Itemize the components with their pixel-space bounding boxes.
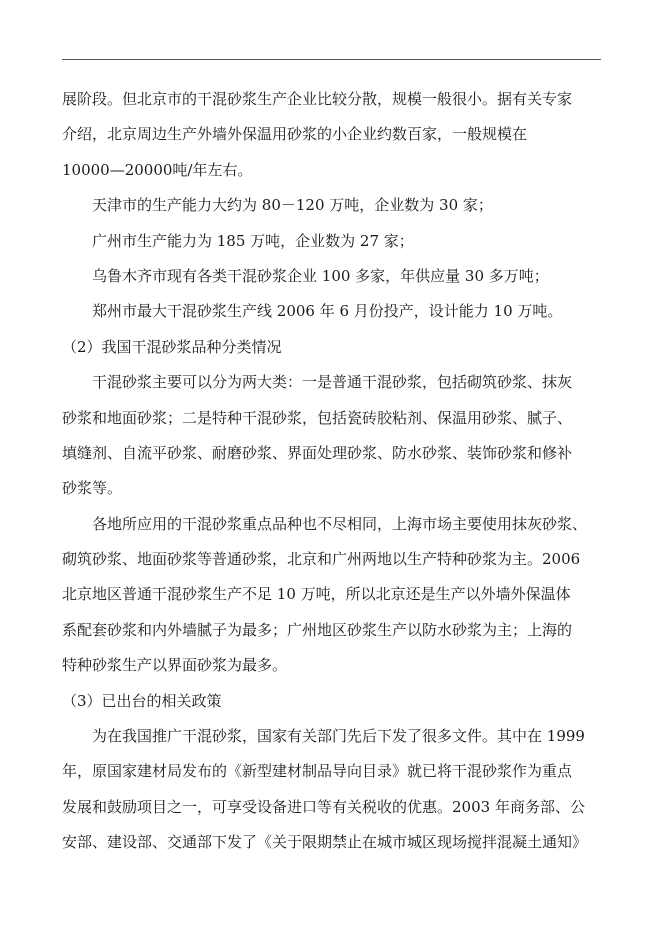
text-line: 广州市生产能力为 185 万吨，企业数为 27 家； bbox=[92, 231, 414, 250]
section-heading: （3）已出台的相关政策 bbox=[62, 691, 222, 710]
text-line: 各地所应用的干混砂浆重点品种也不尽相同，上海市场主要使用抹灰砂浆、 bbox=[92, 514, 588, 533]
text-line: 砂浆等。 bbox=[62, 479, 123, 498]
text-line: 天津市的生产能力大约为 80－120 万吨，企业数为 30 家； bbox=[92, 196, 493, 215]
body-text bbox=[62, 82, 604, 861]
text-line: 特种砂浆生产以界面砂浆为最多。 bbox=[62, 656, 288, 675]
text-line: 干混砂浆主要可以分为两大类：一是普通干混砂浆，包括砌筑砂浆、抹灰 bbox=[92, 373, 573, 392]
section-heading: （2）我国干混砂浆品种分类情况 bbox=[62, 337, 282, 356]
text-line: 为在我国推广干混砂浆，国家有关部门先后下发了很多文件。其中在 1999 bbox=[92, 727, 585, 746]
text-line: 安部、建设部、交通部下发了《关于限期禁止在城市城区现场搅拌混凝土通知》 bbox=[62, 833, 588, 852]
text-line: 乌鲁木齐市现有各类干混砂浆企业 100 多家，年供应量 30 多万吨； bbox=[92, 266, 549, 285]
text-line: 填缝剂、自流平砂浆、耐磨砂浆、界面处理砂浆、防水砂浆、装饰砂浆和修补 bbox=[62, 443, 573, 462]
text-line: 郑州市最大干混砂浆生产线 2006 年 6 月份投产，设计能力 10 万吨。 bbox=[92, 302, 563, 321]
text-line: 北京地区普通干混砂浆生产不足 10 万吨，所以北京还是生产以外墙外保温体 bbox=[62, 585, 571, 604]
text-line: 年，原国家建材局发布的《新型建材制品导向目录》就已将干混砂浆作为重点 bbox=[62, 762, 573, 781]
text-line: 砂浆和地面砂浆；二是特种干混砂浆，包括瓷砖胶粘剂、保温用砂浆、腻子、 bbox=[62, 408, 573, 427]
text-line: 10000—20000吨/年左右。 bbox=[62, 160, 253, 179]
text-line: 砌筑砂浆、地面砂浆等普通砂浆，北京和广州两地以生产特种砂浆为主。2006 bbox=[62, 550, 581, 569]
header-rule bbox=[62, 59, 601, 60]
text-line: 发展和鼓励项目之一，可享受设备进口等有关税收的优惠。2003 年商务部、公 bbox=[62, 797, 585, 816]
text-line: 介绍，北京周边生产外墙外保温用砂浆的小企业约数百家，一般规模在 bbox=[62, 125, 528, 144]
text-line: 展阶段。但北京市的干混砂浆生产企业比较分散，规模一般很小。据有关专家 bbox=[62, 90, 573, 108]
text-line: 系配套砂浆和内外墙腻子为最多；广州地区砂浆生产以防水砂浆为主；上海的 bbox=[62, 620, 573, 639]
